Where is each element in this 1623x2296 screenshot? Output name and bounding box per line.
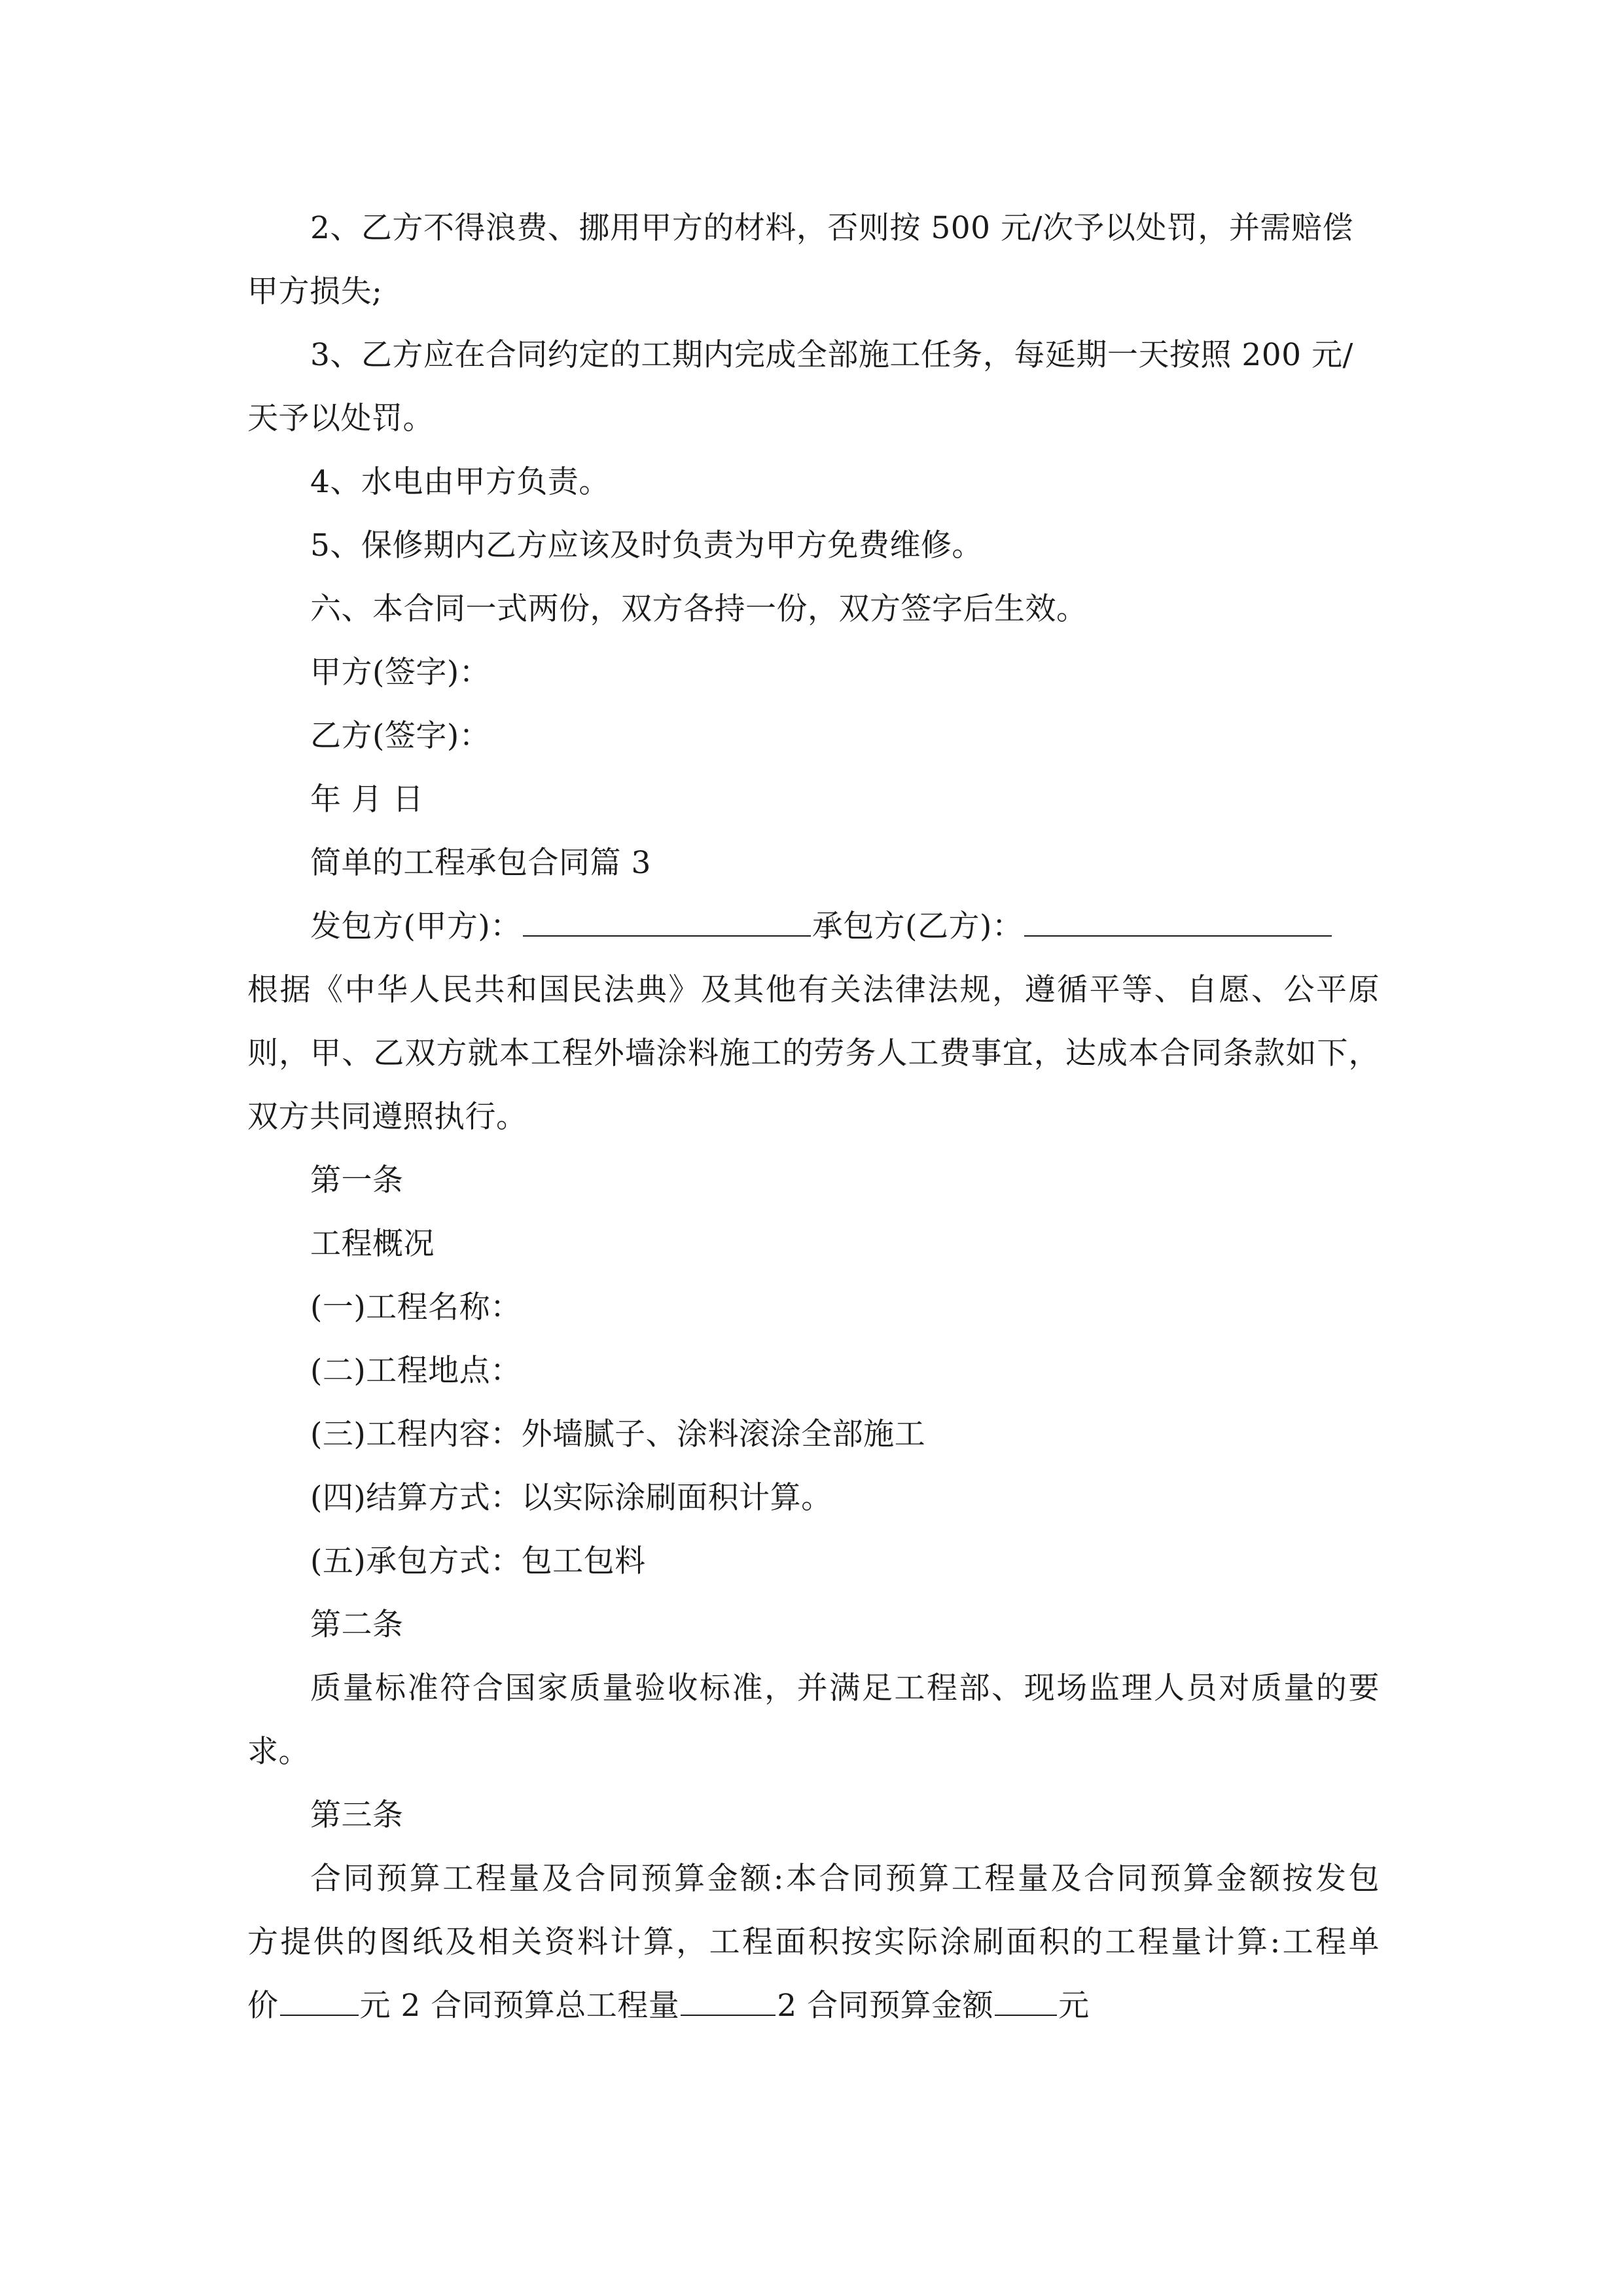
currency-unit: 元 bbox=[1058, 1988, 1090, 2024]
preamble-line-1: 根据《中华人民共和国民法典》及其他有关法律法规，遵循平等、自愿、公平原 bbox=[247, 972, 1380, 1008]
contractor-label: 承包方(乙方)： bbox=[812, 908, 1024, 944]
document-body bbox=[247, 196, 1380, 2037]
clause-5: 5、保修期内乙方应该及时负责为甲方免费维修。 bbox=[310, 528, 983, 564]
clause-4: 4、水电由甲方负责。 bbox=[310, 464, 610, 500]
budget-amount-label: 2 合同预算金额 bbox=[777, 1988, 994, 2024]
total-quantity-blank bbox=[681, 1983, 776, 2016]
budget-line-2: 方提供的图纸及相关资料计算，工程面积按实际涂刷面积的工程量计算:工程单 bbox=[247, 1924, 1380, 1960]
article-1-heading: 第一条 bbox=[310, 1162, 404, 1198]
clause-3-line-2: 天予以处罚。 bbox=[247, 401, 434, 437]
article-2-heading: 第二条 bbox=[310, 1607, 404, 1643]
preamble-line-2: 则，甲、乙双方就本工程外墙涂料施工的劳务人工费事宜，达成本合同条款如下， bbox=[247, 1035, 1380, 1071]
budget-amount-blank bbox=[995, 1983, 1057, 2016]
project-content: (三)工程内容：外墙腻子、涂料滚涂全部施工 bbox=[310, 1416, 926, 1452]
party-b-signature: 乙方(签字)： bbox=[310, 718, 491, 754]
unit-price-label: 价 bbox=[247, 1988, 279, 2024]
budget-line-1: 合同预算工程量及合同预算金额:本合同预算工程量及合同预算金额按发包 bbox=[310, 1861, 1380, 1897]
total-quantity-label: 元 2 合同预算总工程量 bbox=[359, 1988, 680, 2024]
party-a-signature: 甲方(签字)： bbox=[310, 655, 491, 691]
contract-title: 简单的工程承包合同篇 3 bbox=[310, 845, 651, 881]
date-line: 年 月 日 bbox=[310, 781, 424, 817]
preamble-line-3: 双方共同遵照执行。 bbox=[247, 1099, 527, 1135]
contractor-blank bbox=[1024, 904, 1332, 937]
clause-2-line-1: 2、乙方不得浪费、挪用甲方的材料，否则按 500 元/次予以处罚，并需赔偿 bbox=[310, 210, 1353, 246]
clause-3-line-1: 3、乙方应在合同约定的工期内完成全部施工任务，每延期一天按照 200 元/ bbox=[310, 337, 1353, 373]
employer-label: 发包方(甲方)： bbox=[310, 908, 522, 944]
section-6: 六、本合同一式两份，双方各持一份，双方签字后生效。 bbox=[310, 591, 1088, 627]
unit-price-blank bbox=[280, 1983, 359, 2016]
article-3-heading: 第三条 bbox=[310, 1797, 404, 1833]
employer-blank bbox=[523, 904, 811, 937]
project-name: (一)工程名称： bbox=[310, 1289, 522, 1325]
quality-standard-line-2: 求。 bbox=[247, 1734, 310, 1770]
quality-standard-line-1: 质量标准符合国家质量验收标准，并满足工程部、现场监理人员对质量的要 bbox=[310, 1670, 1380, 1706]
project-location: (二)工程地点： bbox=[310, 1353, 522, 1389]
clause-2-line-2: 甲方损失; bbox=[247, 274, 383, 310]
settlement-method: (四)结算方式：以实际涂刷面积计算。 bbox=[310, 1480, 832, 1516]
project-overview-heading: 工程概况 bbox=[310, 1226, 435, 1262]
contract-method: (五)承包方式：包工包料 bbox=[310, 1543, 646, 1579]
parties-line bbox=[247, 895, 1380, 958]
budget-line-3 bbox=[247, 1974, 1380, 2037]
